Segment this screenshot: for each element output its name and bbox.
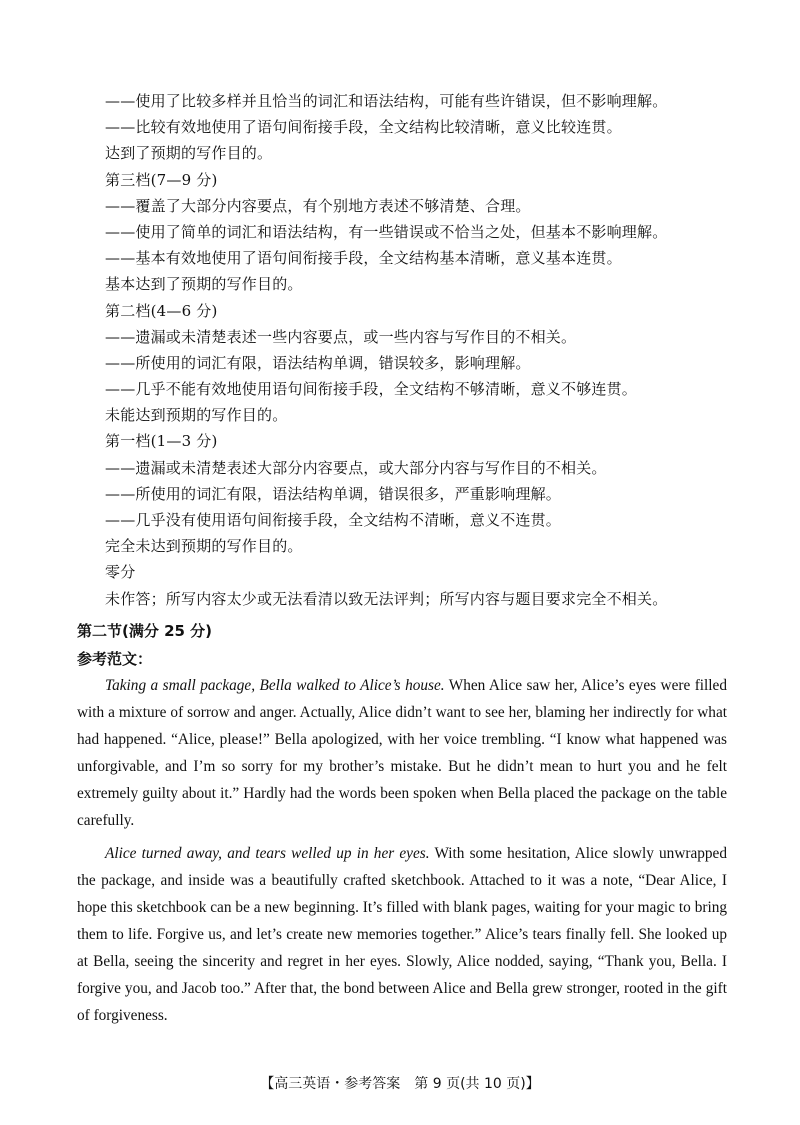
section-title: 第二节(满分 25 分)	[77, 622, 213, 640]
grade-heading: 第二档(4—6 分)	[105, 301, 218, 320]
criteria-line: ——比较有效地使用了语句间衔接手段，全文结构比较清晰，意义比较连贯。	[105, 118, 622, 137]
essay-body-2: With some hesitation, Alice slowly unwrapped the package, and inside was a beautifully crafted sketchbook. Attached to it was a note, “Dear Alice, I hope this sketchbook can be a new beginning. It’s filled with blank pages, waiting for your magic to bring them to life. Forgive us, and let’s create new memories together.” Alice’s tears finally fell. She looked up at Bella, seeing the sincerity and regret in her eyes. Slowly, Alice nodded, saying, “Thank you, Bella. I forgive you, and Jacob too.” After that, the bond between Alice and Bella grew stronger, rooted in the gift of forgiveness.	[77, 845, 727, 1024]
criteria-line: ——几乎没有使用语句间衔接手段，全文结构不清晰，意义不连贯。	[105, 511, 562, 529]
scoring-criteria	[105, 88, 785, 612]
essay-lead-sentence-2: Alice turned away, and tears welled up in her eyes.	[105, 845, 430, 862]
criteria-line: 未能达到预期的写作目的。	[105, 406, 288, 425]
criteria-line: ——遗漏或未清楚表述一些内容要点，或一些内容与写作目的不相关。	[105, 327, 577, 346]
criteria-line: ——使用了比较多样并且恰当的词汇和语法结构，可能有些许错误，但不影响理解。	[105, 92, 668, 110]
criteria-line: ——所使用的词汇有限，语法结构单调，错误较多，影响理解。	[105, 353, 531, 372]
criteria-line: 达到了预期的写作目的。	[105, 144, 273, 163]
criteria-line: ——遗漏或未清楚表述大部分内容要点，或大部分内容与写作目的不相关。	[105, 458, 607, 477]
grade-heading: 零分	[105, 563, 136, 582]
essay-paragraph-2	[77, 840, 727, 1029]
criteria-line: 完全未达到预期的写作目的。	[105, 537, 303, 556]
grade-heading: 第一档(1—3 分)	[105, 432, 218, 451]
page-footer: 【高三英语・参考答案 第 9 页(共 10 页)】	[260, 1076, 540, 1092]
criteria-line: ——几乎不能有效地使用语句间衔接手段，全文结构不够清晰，意义不够连贯。	[105, 380, 638, 399]
criteria-line: ——覆盖了大部分内容要点，有个别地方表述不够清楚、合理。	[105, 196, 531, 215]
sample-essay	[77, 672, 727, 1029]
criteria-line: ——基本有效地使用了语句间衔接手段，全文结构基本清晰，意义基本连贯。	[105, 249, 622, 268]
criteria-line: 未作答；所写内容太少或无法看清以致无法评判；所写内容与题目要求完全不相关。	[105, 589, 668, 608]
grade-heading: 第三档(7—9 分)	[105, 170, 218, 189]
sample-label: 参考范文：	[77, 650, 153, 668]
criteria-line: 基本达到了预期的写作目的。	[105, 275, 303, 294]
criteria-line: ——所使用的词汇有限，语法结构单调，错误很多，严重影响理解。	[105, 484, 562, 503]
essay-lead-sentence-1: Taking a small package, Bella walked to Alice’s house.	[105, 677, 445, 694]
essay-body-1: When Alice saw her, Alice’s eyes were filled with a mixture of sorrow and anger. Actually, Alice didn’t want to see her, blaming her indirectly for what had happened. “Alice, please!” Bella apologized, with her voice trembling. “I know what happened was unforgivable, and I’m so sorry for my brother’s mistake. But he didn’t mean to hurt you and he felt extremely guilty about it.” Hardly had the words been spoken when Bella placed the package on the table carefully.	[77, 677, 727, 829]
essay-paragraph-1	[77, 672, 727, 834]
criteria-line: ——使用了简单的词汇和语法结构，有一些错误或不恰当之处，但基本不影响理解。	[105, 222, 668, 241]
